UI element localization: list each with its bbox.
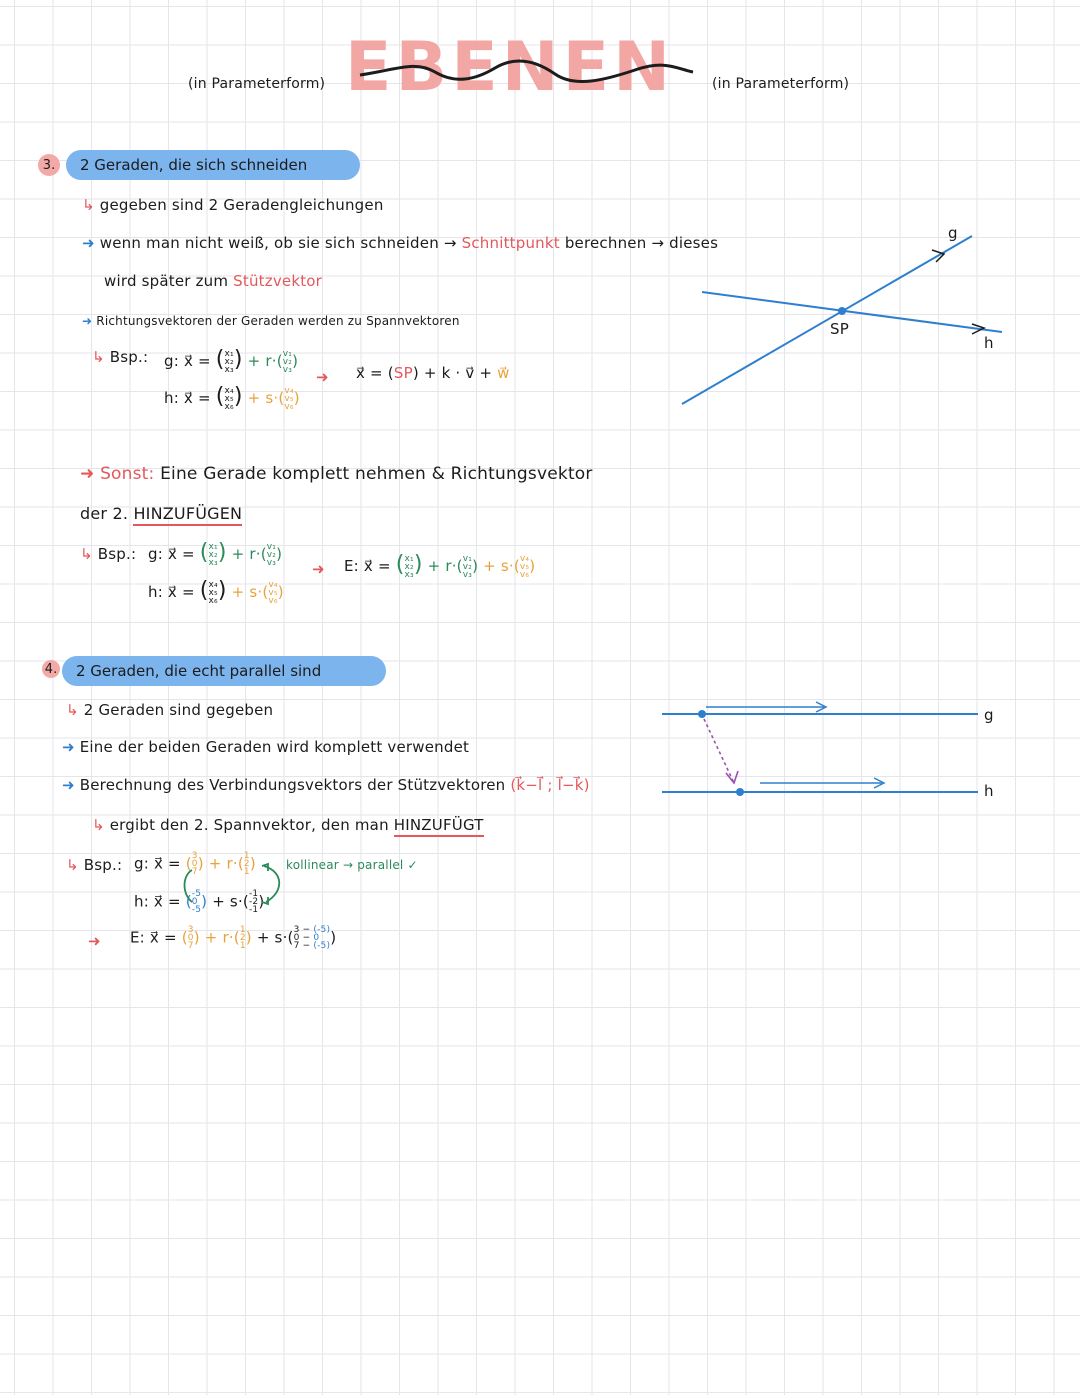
bullet-line: ➜ Berechnung des Verbindungsvektors der Stützvektoren (k⃗−l⃗ ; l⃗−k⃗) bbox=[62, 776, 590, 794]
subtitle-left: (in Parameterform) bbox=[188, 76, 326, 92]
bullet-line: ➜ Eine der beiden Geraden wird komplett verwendet bbox=[62, 738, 470, 756]
bullet-arrow-icon: ↳ bbox=[80, 545, 98, 563]
equation-g: g: x⃗ = (x₁ x₂ x₃) + r·(v₁ v₂ v₃) bbox=[148, 540, 283, 568]
support-point-g bbox=[698, 710, 706, 718]
label-sp: SP bbox=[830, 320, 849, 338]
parallel-lines-diagram bbox=[660, 695, 1000, 805]
sonst-line-2: der 2. HINZUFÜGEN bbox=[80, 504, 242, 523]
bullet-arrow-icon: ↳ bbox=[82, 196, 100, 214]
example-label: ↳ Bsp.: bbox=[92, 348, 149, 366]
curved-arrow-icon bbox=[260, 862, 290, 906]
label-g: g bbox=[984, 706, 994, 724]
equation-g: g: x⃗ = (x₁ x₂ x₃) + r·(v₁ v₂ v₃) bbox=[164, 347, 299, 375]
bullet-arrow-icon: ↳ bbox=[92, 348, 110, 366]
text-line: wird später zum Stützvektor bbox=[104, 272, 323, 290]
connecting-vector bbox=[704, 719, 734, 783]
equation-h: h: x⃗ = (x₄ x₅ x₆) + s·(v₄ v₅ v₆) bbox=[164, 384, 300, 412]
equation-result: x⃗ = (SP) + k · v⃗ + w⃗ bbox=[356, 364, 510, 382]
bullet-line: ➜ wenn man nicht weiß, ob sie sich schneiden → Schnittpunkt berechnen → dieses bbox=[82, 234, 719, 252]
line-h bbox=[702, 292, 1002, 332]
bullet-arrow-icon: ↳ bbox=[66, 701, 84, 719]
bullet-arrow-icon: ➜ bbox=[62, 738, 80, 756]
section-heading-4: 2 Geraden, die echt parallel sind bbox=[62, 656, 386, 686]
vector-arrow-icon bbox=[726, 771, 738, 783]
bullet-line: ↳ ergibt den 2. Spannvektor, den man HINZUFÜGT bbox=[92, 816, 484, 834]
equation-plane: E: x⃗ = (x₁ x₂ x₃) + r·(v₁ v₂ v₃) + s·(v₄ v₅ v₆) bbox=[344, 552, 536, 580]
kollinear-note: kollinear → parallel ✓ bbox=[286, 858, 418, 872]
equation-h: h: x⃗ = (-5 0 -5) + s·(-1 -2 -1) bbox=[134, 889, 265, 915]
page-title: EBENEN bbox=[345, 28, 675, 107]
bullet-arrow-icon: ➜ bbox=[82, 234, 100, 252]
bullet-arrow-icon: ↳ bbox=[92, 816, 110, 834]
implies-arrow-icon: ➜ bbox=[88, 932, 101, 950]
comparison-brace-icon bbox=[178, 866, 208, 906]
intersection-point bbox=[838, 307, 846, 315]
implies-arrow-icon: ➜ bbox=[316, 368, 329, 386]
bullet-arrow-icon: ➜ bbox=[80, 464, 101, 484]
support-point-h bbox=[736, 788, 744, 796]
equation-h: h: x⃗ = (x₄ x₅ x₆) + s·(v₄ v₅ v₆) bbox=[148, 578, 284, 606]
bullet-line: ↳ gegeben sind 2 Geradengleichungen bbox=[82, 196, 384, 214]
bullet-arrow-icon: ➜ bbox=[62, 776, 80, 794]
title-script-overlay bbox=[355, 40, 695, 90]
section-heading-3: 2 Geraden, die sich schneiden bbox=[66, 150, 360, 180]
section-number-3: 3. bbox=[38, 154, 60, 176]
subtitle-right: (in Parameterform) bbox=[712, 76, 850, 92]
line-g bbox=[682, 236, 972, 404]
label-h: h bbox=[984, 334, 994, 352]
equation-g: g: x⃗ = (3 0 7) + r·(1 2 1) bbox=[134, 851, 256, 877]
label-g: g bbox=[948, 224, 958, 242]
sonst-line: ➜ Sonst: Eine Gerade komplett nehmen & Richtungsvektor bbox=[80, 464, 593, 484]
bullet-line: ➜ Richtungsvektoren der Geraden werden zu Spannvektoren bbox=[82, 314, 460, 328]
example-label: ↳ Bsp.: bbox=[80, 545, 137, 563]
implies-arrow-icon: ➜ bbox=[312, 560, 325, 578]
label-h: h bbox=[984, 782, 994, 800]
bullet-arrow-icon: ↳ bbox=[66, 856, 84, 874]
equation-plane: E: x⃗ = (3 0 7) + r·(1 2 1) + s·(3 − (-5) 0 − 0 7 − (-5)) bbox=[130, 925, 337, 951]
section-number-4: 4. bbox=[42, 660, 60, 678]
example-label: ↳ Bsp.: bbox=[66, 856, 123, 874]
bullet-line: ↳ 2 Geraden sind gegeben bbox=[66, 701, 274, 719]
bullet-arrow-icon: ➜ bbox=[82, 314, 97, 328]
